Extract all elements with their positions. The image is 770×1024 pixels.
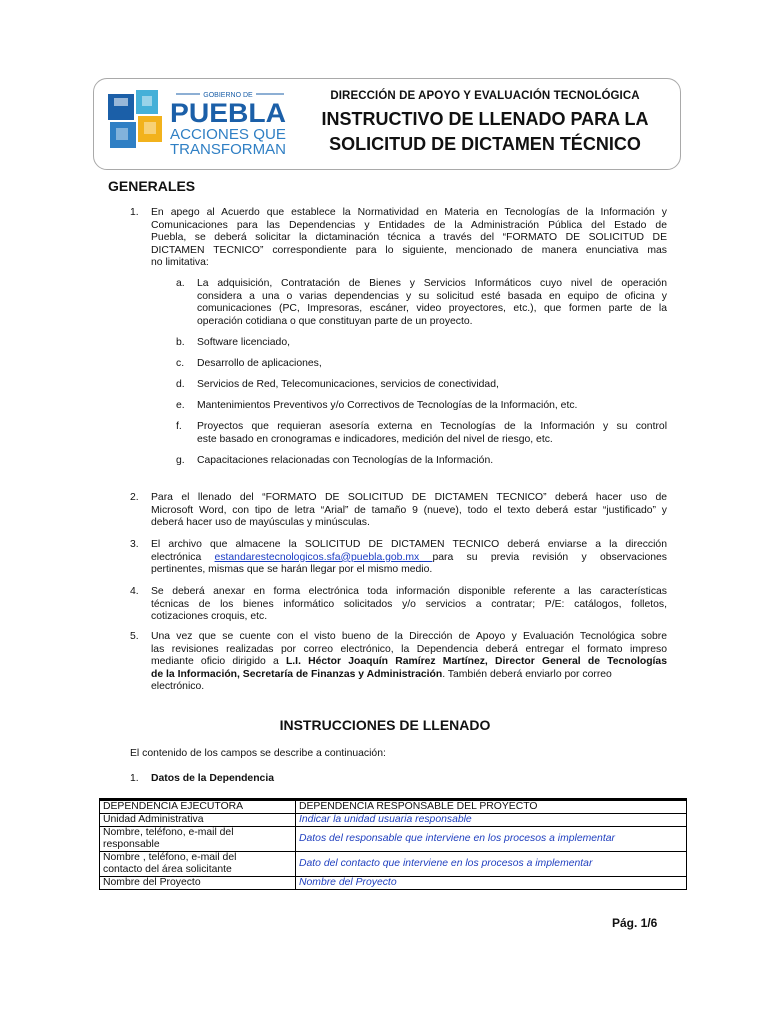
sub-a-letter: a. (176, 278, 185, 289)
item-1-number: 1. (130, 207, 139, 218)
table-row (100, 877, 687, 890)
header-text (300, 88, 670, 157)
item-2-number: 2. (130, 492, 139, 503)
logo-gov-text: GOBIERNO DE (203, 92, 253, 99)
sub-e-text: Mantenimientos Preventivos y/o Correctivos de Tecnologías de la Información, etc. (197, 400, 578, 411)
sub-b-text: Software licenciado, (197, 337, 290, 348)
instructions-intro: El contenido de los campos se describe a continuación: (130, 748, 386, 759)
sub-f-letter: f. (176, 421, 182, 432)
section-title-instrucciones: INSTRUCCIONES DE LLENADO (279, 717, 491, 733)
table-label: Unidad Administrativa (100, 814, 296, 827)
sub-b-letter: b. (176, 337, 185, 348)
puebla-logo (108, 88, 292, 158)
table-row (100, 800, 687, 814)
subsection-title: Datos de la Dependencia (151, 773, 274, 784)
email-link[interactable]: estandarestecnologicos.sfa@puebla.gob.mx (214, 551, 433, 563)
table-header-right: DEPENDENCIA RESPONSABLE DEL PROYECTO (296, 800, 687, 814)
sub-d-text: Servicios de Red, Telecomunicaciones, servicios de conectividad, (197, 379, 499, 390)
sub-c-letter: c. (176, 358, 185, 369)
sub-a-text: La adquisición, Contratación de Bienes y Servicios Informáticos cuyo nivel de operación considera a una o varias dependencias y su solicitud esté basada en equipo de oficina y comunicaciones (PC, Impresoras, escáner, video proyectores, etc.), que formen parte de la operación cotidiana o que constituyan parte de un proyecto. (197, 278, 667, 327)
document-title-line-2: SOLICITUD DE DICTAMEN TÉCNICO (329, 134, 641, 154)
item-3-number: 3. (130, 539, 139, 550)
sub-g-text: Capacitaciones relacionadas con Tecnologías de la Información. (197, 455, 494, 466)
table-label: Nombre del Proyecto (100, 877, 296, 890)
table-row (100, 814, 687, 827)
document-title-line-1: INSTRUCTIVO DE LLENADO PARA LA (321, 109, 649, 129)
table-header-left: DEPENDENCIA EJECUTORA (100, 800, 296, 814)
sub-e-letter: e. (176, 400, 185, 411)
table-value: Datos del responsable que interviene en los procesos a implementar (296, 827, 687, 852)
logo-tagline-2: TRANSFORMAN (170, 141, 286, 158)
sub-f-text: Proyectos que requieran asesoría externa en Tecnologías de la Información y su control este basado en cronogramas e indicadores, medición del nivel de riesgo, etc. (197, 421, 667, 445)
logo-name-text: PUEBLA (170, 98, 286, 128)
table-row (100, 852, 687, 877)
table-value: Indicar la unidad usuaria responsable (296, 814, 687, 827)
item-3-text: El archivo que almacene la SOLICITUD DE DICTAMEN TECNICO deberá enviarse a la dirección electrónica estandarestecnologicos.sfa@puebla.gob.mx para su previa revisión y observaciones pertinentes, mismas que se harán llegar por el mismo medio. (151, 539, 667, 576)
item-5-text: Una vez que se cuente con el visto bueno de la Dirección de Apoyo y Evaluación Tecnológica sobre las revisiones realizadas por correo electrónico, la Dependencia deberá entregar el formato impreso mediante oficio dirigido a L.I. Héctor Joaquín Ramírez Martínez, Director General de Tecnologías de la Información, Secretaría de Finanzas y Administración. También deberá enviarlo por correo electrónico. (151, 631, 667, 693)
section-title-generales: GENERALES (108, 178, 196, 194)
table-label: Nombre , teléfono, e-mail del contacto del área solicitante (100, 852, 296, 877)
item-1-text: En apego al Acuerdo que establece la Normatividad en Materia en Tecnologías de la Información y Comunicaciones para las Dependencias y Entidades de la Administración Pública del Estado de Puebla, se deberá solicitar la dictaminación técnica a través del “FORMATO DE SOLICITUD DE DICTAMEN TECNICO” correspondiente para lo siguiente, mencionado de manera enunciativa mas no limitativa: (151, 207, 667, 269)
table-value: Dato del contacto que interviene en los procesos a implementar (296, 852, 687, 877)
item-4-number: 4. (130, 586, 139, 597)
subsection-number: 1. (130, 773, 139, 784)
sub-g-letter: g. (176, 455, 185, 466)
sub-c-text: Desarrollo de aplicaciones, (197, 358, 322, 369)
department-name: DIRECCIÓN DE APOYO Y EVALUACIÓN TECNOLÓGICA (330, 90, 640, 102)
sub-d-letter: d. (176, 379, 185, 390)
emblem-icon (108, 90, 162, 148)
logo-tagline-1: ACCIONES QUE (170, 126, 286, 143)
item-5-number: 5. (130, 631, 139, 642)
table-value: Nombre del Proyecto (296, 877, 687, 890)
item-4-text: Se deberá anexar en forma electrónica toda información disponible referente a las características técnicas de los bienes informático solicitados y/o servicios a contratar; P/E: catálogos, folletos, cotizaciones croquis, etc. (151, 586, 667, 623)
table-label: Nombre, teléfono, e-mail del responsable (100, 827, 296, 852)
table-row (100, 827, 687, 852)
dependency-data-table (99, 798, 687, 890)
page-number: Pág. 1/6 (612, 916, 658, 930)
item-2-text: Para el llenado del “FORMATO DE SOLICITUD DE DICTAMEN TECNICO” deberá hacer uso de Microsoft Word, con tipo de letra “Arial” de tamaño 9 (nueve), todo el texto deberá estar “justificado” y deberá hacer uso de mayúsculas y minúsculas. (151, 492, 667, 529)
